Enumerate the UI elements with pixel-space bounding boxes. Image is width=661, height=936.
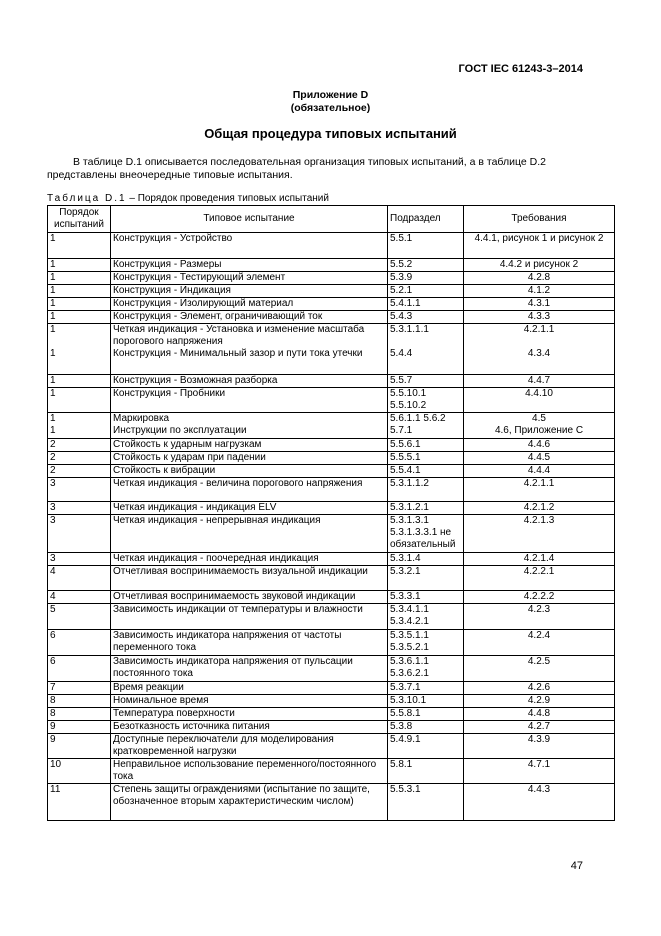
cell-test: Зависимость индикатора напряжения от пульсации постоянного тока [111, 655, 388, 681]
table-row [48, 285, 615, 298]
cell-test: Зависимость индикатора напряжения от частоты переменного тока [111, 629, 388, 655]
cell-subsection: 5.3.2.1 [388, 565, 464, 590]
table-row [48, 451, 615, 464]
table-row [48, 590, 615, 603]
annex-heading [0, 89, 661, 115]
document-code: ГОСТ IEC 61243-3–2014 [458, 63, 583, 75]
cell-test: Четкая индикация - величина порогового напряжения [111, 477, 388, 501]
cell-requirements: 4.2.9 [464, 694, 615, 707]
cell-order: 1 [48, 387, 111, 412]
table-row [48, 758, 615, 783]
table-row [48, 259, 615, 272]
table-body [48, 233, 615, 821]
cell-subsection: 5.4.1.1 [388, 298, 464, 311]
cell-subsection: 5.5.6.1 [388, 438, 464, 451]
table-row [48, 387, 615, 412]
page-number: 47 [570, 860, 583, 872]
cell-requirements: 4.4.8 [464, 707, 615, 720]
cell-test: Стойкость к вибрации [111, 464, 388, 477]
table-row [48, 655, 615, 681]
table-row [48, 311, 615, 324]
cell-test: Маркировка [111, 412, 388, 425]
cell-test: Зависимость индикации от температуры и влажности [111, 603, 388, 629]
cell-test: Конструкция - Пробники [111, 387, 388, 412]
cell-requirements: 4.2.8 [464, 272, 615, 285]
cell-subsection: 5.4.9.1 [388, 733, 464, 758]
cell-requirements: 4.3.1 [464, 298, 615, 311]
cell-subsection: 5.8.1 [388, 758, 464, 783]
table-row [48, 707, 615, 720]
cell-order: 8 [48, 707, 111, 720]
table-row [48, 412, 615, 425]
table-row [48, 374, 615, 387]
cell-requirements: 4.4.4 [464, 464, 615, 477]
cell-subsection: 5.5.10.1 5.5.10.2 [388, 387, 464, 412]
cell-requirements: 4.1.2 [464, 285, 615, 298]
cell-subsection: 5.5.4.1 [388, 464, 464, 477]
cell-order: 7 [48, 681, 111, 694]
cell-order: 1 [48, 298, 111, 311]
cell-subsection: 5.4.4 [388, 348, 464, 374]
cell-order: 2 [48, 451, 111, 464]
cell-requirements: 4.5 [464, 412, 615, 425]
cell-order: 1 [48, 425, 111, 438]
header-subsection: Подраздел [388, 206, 464, 233]
cell-test: Конструкция - Размеры [111, 259, 388, 272]
table-row [48, 694, 615, 707]
cell-requirements: 4.4.1, рисунок 1 и рисунок 2 [464, 233, 615, 259]
cell-test: Отчетливая воспринимаемость визуальной индикации [111, 565, 388, 590]
cell-subsection: 5.3.10.1 [388, 694, 464, 707]
cell-test: Четкая индикация - Установка и изменение масштаба порогового напряжения [111, 324, 388, 349]
cell-subsection: 5.3.1.4 [388, 552, 464, 565]
cell-requirements: 4.2.1.1 [464, 324, 615, 349]
cell-test: Четкая индикация - непрерывная индикация [111, 514, 388, 552]
cell-test: Конструкция - Устройство [111, 233, 388, 259]
cell-test: Конструкция - Тестирующий элемент [111, 272, 388, 285]
cell-order: 1 [48, 285, 111, 298]
cell-order: 4 [48, 590, 111, 603]
cell-order: 1 [48, 259, 111, 272]
cell-order: 9 [48, 720, 111, 733]
header-test: Типовое испытание [111, 206, 388, 233]
cell-subsection: 5.5.2 [388, 259, 464, 272]
cell-requirements: 4.2.1.3 [464, 514, 615, 552]
cell-requirements: 4.2.4 [464, 629, 615, 655]
cell-requirements: 4.4.2 и рисунок 2 [464, 259, 615, 272]
cell-subsection: 5.5.3.1 [388, 783, 464, 820]
cell-test: Инструкции по эксплуатации [111, 425, 388, 438]
cell-test: Стойкость к ударным нагрузкам [111, 438, 388, 451]
cell-test: Четкая индикация - поочередная индикация [111, 552, 388, 565]
cell-order: 1 [48, 324, 111, 349]
table-row [48, 514, 615, 552]
cell-order: 1 [48, 272, 111, 285]
cell-subsection: 5.3.6.1.1 5.3.6.2.1 [388, 655, 464, 681]
cell-requirements: 4.2.6 [464, 681, 615, 694]
cell-requirements: 4.4.10 [464, 387, 615, 412]
cell-subsection: 5.3.5.1.1 5.3.5.2.1 [388, 629, 464, 655]
cell-subsection: 5.4.3 [388, 311, 464, 324]
header-requirements: Требования [464, 206, 615, 233]
table-row [48, 603, 615, 629]
cell-test: Конструкция - Возможная разборка [111, 374, 388, 387]
cell-test: Конструкция - Изолирующий материал [111, 298, 388, 311]
cell-requirements: 4.3.9 [464, 733, 615, 758]
cell-subsection: 5.3.7.1 [388, 681, 464, 694]
cell-order: 2 [48, 464, 111, 477]
cell-subsection: 5.6.1.1 5.6.2 [388, 412, 464, 425]
cell-order: 6 [48, 629, 111, 655]
cell-test: Время реакции [111, 681, 388, 694]
cell-test: Номинальное время [111, 694, 388, 707]
cell-subsection: 5.5.5.1 [388, 451, 464, 464]
cell-subsection: 5.3.1.3.1 5.3.1.3.3.1 не обязательный [388, 514, 464, 552]
cell-subsection: 5.3.8 [388, 720, 464, 733]
cell-test: Безотказность источника питания [111, 720, 388, 733]
table-caption-prefix: Таблица D.1 [47, 193, 127, 204]
cell-subsection: 5.5.7 [388, 374, 464, 387]
cell-requirements: 4.4.7 [464, 374, 615, 387]
cell-order: 3 [48, 501, 111, 514]
table-row [48, 565, 615, 590]
cell-subsection: 5.3.1.1.2 [388, 477, 464, 501]
cell-requirements: 4.2.7 [464, 720, 615, 733]
cell-requirements: 4.2.2.2 [464, 590, 615, 603]
table-row [48, 233, 615, 259]
cell-requirements: 4.2.5 [464, 655, 615, 681]
cell-subsection: 5.5.8.1 [388, 707, 464, 720]
cell-subsection: 5.3.9 [388, 272, 464, 285]
cell-requirements: 4.3.3 [464, 311, 615, 324]
table-row [48, 438, 615, 451]
table-row [48, 464, 615, 477]
table-row [48, 783, 615, 820]
cell-test: Температура поверхности [111, 707, 388, 720]
cell-subsection: 5.3.1.2.1 [388, 501, 464, 514]
cell-subsection: 5.2.1 [388, 285, 464, 298]
cell-order: 9 [48, 733, 111, 758]
cell-test: Конструкция - Элемент, ограничивающий ток [111, 311, 388, 324]
cell-subsection: 5.5.1 [388, 233, 464, 259]
cell-order: 3 [48, 552, 111, 565]
table-row [48, 272, 615, 285]
cell-order: 3 [48, 514, 111, 552]
cell-requirements: 4.3.4 [464, 348, 615, 374]
cell-test: Конструкция - Минимальный зазор и пути тока утечки [111, 348, 388, 374]
table-row [48, 348, 615, 374]
intro-paragraph: В таблице D.1 описывается последовательная организация типовых испытаний, а в таблице D.2 представлены внеочередные типовые испытания. [47, 156, 546, 181]
table-row [48, 733, 615, 758]
cell-order: 4 [48, 565, 111, 590]
table-caption [47, 193, 329, 205]
test-order-table [47, 205, 615, 821]
cell-requirements: 4.4.6 [464, 438, 615, 451]
table-row [48, 629, 615, 655]
cell-order: 1 [48, 374, 111, 387]
cell-subsection: 5.3.1.1.1 [388, 324, 464, 349]
table-row [48, 501, 615, 514]
cell-requirements: 4.2.3 [464, 603, 615, 629]
table-header-row [48, 206, 615, 233]
cell-order: 11 [48, 783, 111, 820]
cell-requirements: 4.2.2.1 [464, 565, 615, 590]
cell-subsection: 5.3.3.1 [388, 590, 464, 603]
annex-title: Приложение D [292, 89, 369, 101]
table-caption-text: Порядок проведения типовых испытаний [137, 193, 329, 204]
cell-order: 8 [48, 694, 111, 707]
cell-subsection: 5.3.4.1.1 5.3.4.2.1 [388, 603, 464, 629]
cell-order: 1 [48, 348, 111, 374]
annex-subtitle: (обязательное) [290, 102, 371, 114]
cell-order: 10 [48, 758, 111, 783]
cell-test: Неправильное использование переменного/постоянного тока [111, 758, 388, 783]
cell-requirements: 4.2.1.1 [464, 477, 615, 501]
cell-requirements: 4.4.5 [464, 451, 615, 464]
cell-test: Четкая индикация - индикация ELV [111, 501, 388, 514]
cell-test: Отчетливая воспринимаемость звуковой индикации [111, 590, 388, 603]
table-row [48, 298, 615, 311]
cell-requirements: 4.4.3 [464, 783, 615, 820]
cell-requirements: 4.2.1.4 [464, 552, 615, 565]
page-title: Общая процедура типовых испытаний [204, 126, 457, 141]
cell-requirements: 4.7.1 [464, 758, 615, 783]
cell-subsection: 5.7.1 [388, 425, 464, 438]
cell-order: 6 [48, 655, 111, 681]
table-row [48, 720, 615, 733]
cell-test: Стойкость к ударам при падении [111, 451, 388, 464]
cell-requirements: 4.6, Приложение С [464, 425, 615, 438]
table-caption-dash: – [126, 193, 138, 204]
cell-order: 5 [48, 603, 111, 629]
header-order: Порядок испытаний [48, 206, 111, 233]
table-row [48, 477, 615, 501]
table-row [48, 425, 615, 438]
table-row [48, 324, 615, 349]
cell-test: Конструкция - Индикация [111, 285, 388, 298]
cell-order: 1 [48, 311, 111, 324]
cell-order: 2 [48, 438, 111, 451]
cell-requirements: 4.2.1.2 [464, 501, 615, 514]
table-row [48, 681, 615, 694]
cell-order: 1 [48, 412, 111, 425]
table-row [48, 552, 615, 565]
cell-order: 1 [48, 233, 111, 259]
cell-test: Доступные переключатели для моделирования кратковременной нагрузки [111, 733, 388, 758]
cell-order: 3 [48, 477, 111, 501]
cell-test: Степень защиты ограждениями (испытание по защите, обозначенное вторым характеристическим числом) [111, 783, 388, 820]
